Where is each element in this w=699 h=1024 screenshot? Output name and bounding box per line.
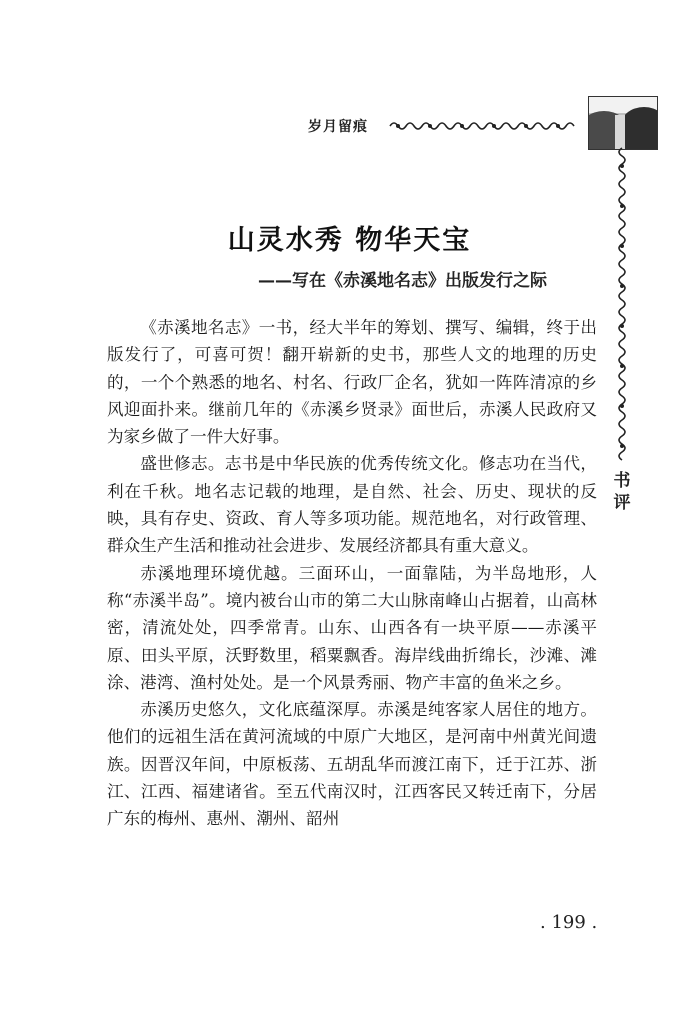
section-tag: 岁月留痕 [308,119,368,135]
paragraph: 赤溪历史悠久，文化底蕴深厚。赤溪是纯客家人居住的地方。他们的远祖生活在黄河流域的中原广大地区，是河南中州黄光间遗族。因晋汉年间，中原板荡、五胡乱华而渡江南下，迁于江苏、浙江、江西、福建诸省。至五代南汉时，江西客民又转迁南下，分居广东的梅州、惠州、潮州、韶州 [107,700,597,829]
article-title: 山灵水秀 物华天宝 [227,225,472,256]
side-category-label: 书评 [613,471,631,513]
paragraph: 盛世修志。志书是中华民族的优秀传统文化。修志功在当代，利在千秋。地名志记载的地理，是自然、社会、历史、现状的反映，具有存史、资政、育人等多项功能。规范地名，对行政管理、群众生产生活和推动社会进步、发展经济都具有重大意义。 [107,454,597,556]
article-body [107,314,597,833]
page-number: . 199 . [540,912,598,933]
header-bar [308,113,368,139]
ornament-border-horizontal [386,117,586,135]
article-subtitle: ——写在《赤溪地名志》出版发行之际 [258,271,547,291]
paragraph: 《赤溪地名志》一书，经大半年的筹划、撰写、编辑，终于出版发行了，可喜可贺！翻开崭新的史书，那些人文的地理的历史的，一个个熟悉的地名、村名、行政厂企名，犹如一阵阵清凉的乡风迎面扑来。继前几年的《赤溪乡贤录》面世后，赤溪人民政府又为家乡做了一件大好事。 [107,318,597,447]
landscape-photo [588,96,658,150]
paragraph: 赤溪地理环境优越。三面环山，一面靠陆，为半岛地形，人称“赤溪半岛”。境内被台山市的第二大山脉南峰山占据着，山高林密，清流处处，四季常青。山东、山西各有一块平原——赤溪平原、田头平原，沃野数里，稻粟飘香。海岸线曲折绵长，沙滩、滩涂、港湾、渔村处处。是一个风景秀丽、物产丰富的鱼米之乡。 [107,563,597,692]
ornament-border-vertical [611,146,633,466]
